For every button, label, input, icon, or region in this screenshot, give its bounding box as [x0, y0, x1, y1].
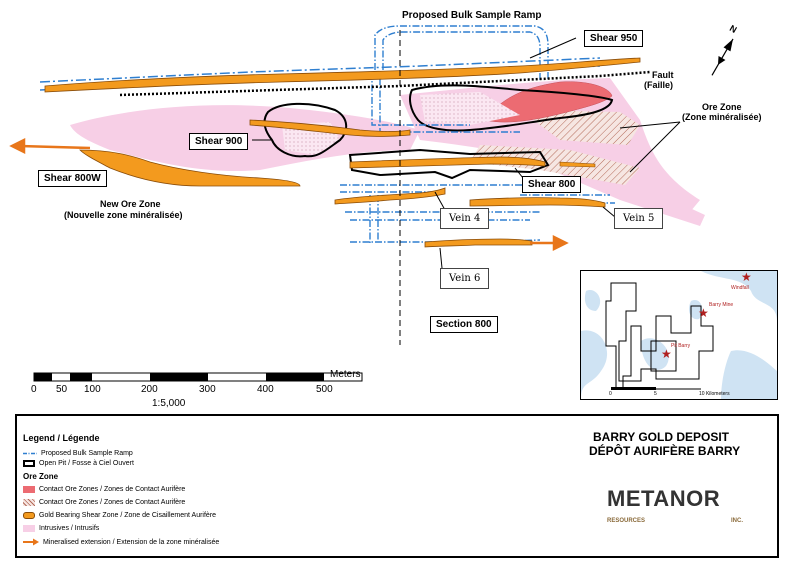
- ore-zone-label-fr: (Zone minéralisée): [682, 112, 762, 122]
- shear-800-label: Shear 800: [522, 176, 581, 193]
- open-pit-swatch: [23, 460, 35, 467]
- logo-sub-right: INC.: [731, 518, 743, 524]
- legend-contact-ore-red: [23, 486, 185, 493]
- legend-contact-ore-hatched: [23, 499, 185, 506]
- extension-arrow-swatch: [23, 538, 39, 546]
- ore-zone-label: Ore Zone: [702, 102, 742, 112]
- new-ore-zone-label-fr: (Nouvelle zone minéralisée): [64, 210, 183, 220]
- vein-5-label: Vein 5: [614, 208, 663, 229]
- shear-950-label: Shear 950: [584, 30, 643, 47]
- legend-intrusives-label: Intrusives / Intrusifs: [39, 525, 100, 532]
- scale-tick-50: 50: [56, 384, 68, 395]
- legend-item-ramp: [23, 450, 133, 457]
- vein-5-body: [470, 198, 605, 207]
- legend-contact-ore-red-label: Contact Ore Zones / Zones de Contact Aurifère: [39, 486, 186, 493]
- logo-sub-left: RESOURCES: [607, 518, 646, 524]
- inset-place-pit-barry: Pit Barry: [671, 343, 691, 349]
- inset-scale-5: 5: [654, 391, 657, 397]
- new-ore-zone-label: New Ore Zone: [100, 199, 161, 209]
- shear-900-label: Shear 900: [189, 133, 248, 150]
- deposit-title-fr: DÉPÔT AURIFÈRE BARRY: [589, 444, 741, 458]
- shear-zone-swatch: [23, 512, 35, 519]
- north-label: N: [727, 23, 739, 35]
- inset-place-barry-mine: Barry Mine: [709, 302, 734, 308]
- vein-4-body: [335, 188, 445, 204]
- legend-contact-ore-hatched-label: Contact Ore Zones / Zones de Contact Aurifère: [39, 499, 186, 506]
- svg-text:★: ★: [741, 270, 752, 284]
- legend-intrusives: [23, 525, 99, 532]
- legend-item-open-pit-label: Open Pit / Fosse à Ciel Ouvert: [39, 460, 134, 467]
- scale-tick-200: 200: [141, 384, 158, 395]
- north-arrow: [709, 37, 737, 77]
- contact-ore-red-swatch: [23, 486, 35, 493]
- vein-4-label: Vein 4: [440, 208, 489, 229]
- legend-extension-label: Mineralised extension / Extension de la zone minéralisée: [43, 538, 220, 546]
- logo-text: METANOR: [607, 486, 721, 511]
- contact-ore-hatched-swatch: [23, 499, 35, 506]
- shear-800w-label: Shear 800W: [38, 170, 107, 187]
- scale-tick-100: 100: [84, 384, 101, 395]
- legend-item-ramp-label: Proposed Bulk Sample Ramp: [41, 450, 133, 457]
- scale-tick-500: 500: [316, 384, 333, 395]
- svg-text:★: ★: [698, 306, 709, 320]
- scale-bar-graphic: [34, 373, 362, 381]
- inset-place-windfall: Windfall: [731, 285, 749, 291]
- scale-tick-0: 0: [31, 384, 37, 395]
- legend-ore-zone-heading: Ore Zone: [23, 472, 59, 481]
- deposit-title: BARRY GOLD DEPOSIT: [593, 430, 730, 444]
- location-inset-map: [580, 270, 778, 400]
- scale-tick-400: 400: [257, 384, 274, 395]
- svg-text:★: ★: [661, 347, 672, 361]
- legend-shear-zone-label: Gold Bearing Shear Zone / Zone de Cisaillement Aurifère: [39, 512, 217, 519]
- fault-label-fr: (Faille): [644, 80, 674, 90]
- legend-shear-zone: [23, 512, 216, 519]
- scale-ratio: 1:5,000: [152, 398, 186, 409]
- ramp-swatch: [23, 450, 37, 457]
- vein-6-label: Vein 6: [440, 268, 489, 289]
- scale-tick-300: 300: [199, 384, 216, 395]
- fault-label: Fault: [652, 70, 674, 80]
- section-800-label: Section 800: [430, 316, 498, 333]
- legend-title: Legend / Légende: [23, 433, 100, 443]
- vein-6-body: [425, 239, 532, 247]
- scale-unit-label: Meters: [330, 369, 361, 380]
- intrusives-swatch: [23, 525, 35, 532]
- inset-scale-10: 10 Kilometers: [699, 391, 730, 397]
- ramp-title-label: Proposed Bulk Sample Ramp: [402, 10, 542, 21]
- inset-scale-0: 0: [609, 391, 612, 397]
- legend-panel: [15, 414, 779, 558]
- legend-extension: [23, 538, 219, 546]
- legend-item-open-pit: [23, 460, 134, 467]
